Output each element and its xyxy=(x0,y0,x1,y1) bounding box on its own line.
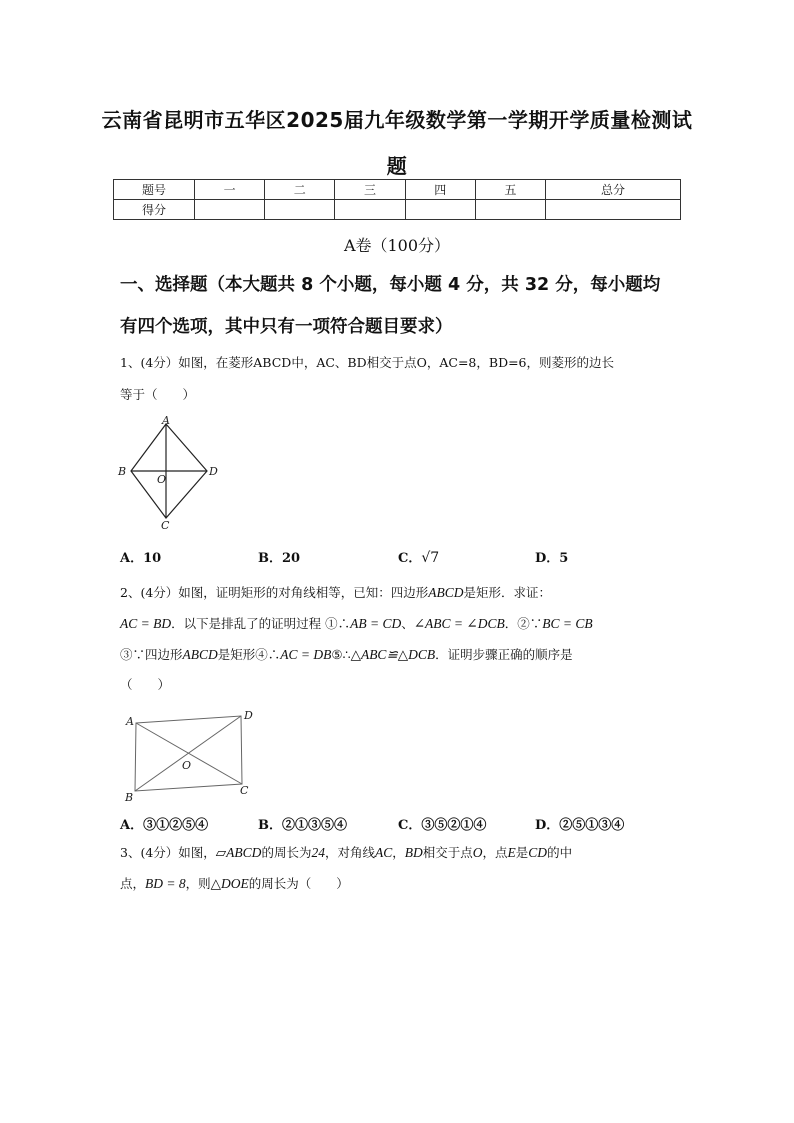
q3-text-line1 xyxy=(120,838,680,868)
document-title-line1: 云南省昆明市五华区2025届九年级数学第一学期开学质量检测试 xyxy=(101,108,693,132)
q3-math: CD xyxy=(528,845,548,860)
diagonal-bd xyxy=(135,716,241,791)
q3-math: BD = 8 xyxy=(145,876,186,891)
q2-rectangle-figure xyxy=(118,703,268,805)
q1-option-d[interactable]: D．5 xyxy=(535,551,569,566)
q3-text: ，则 xyxy=(185,876,211,891)
score-input-cell[interactable] xyxy=(405,200,475,220)
score-header-cell: 一 xyxy=(195,180,265,200)
score-input-cell[interactable] xyxy=(265,200,335,220)
score-header-cell: 五 xyxy=(475,180,545,200)
q2-math: AB = CD xyxy=(350,616,402,631)
q2-option-d[interactable]: D．②⑤①③④ xyxy=(535,818,625,833)
q3-text: 相交于点 xyxy=(422,845,473,860)
q3-text-line2 xyxy=(120,869,680,899)
q3-math: BD xyxy=(404,845,423,860)
q2-text: ⑤∴ xyxy=(331,647,351,662)
diagonal-ac xyxy=(136,723,242,784)
q1-option-c[interactable] xyxy=(398,547,439,566)
document-title-line2: 题 xyxy=(386,154,408,178)
q3-math: ▱ABCD xyxy=(215,845,262,860)
score-header-cell: 总分 xyxy=(546,180,681,200)
score-table xyxy=(113,179,681,220)
q3-text: ，对角线 xyxy=(324,845,375,860)
q2-math: AC = BD xyxy=(120,616,172,631)
q3-text: 的周长为（ ） xyxy=(248,876,349,891)
q1-option-b[interactable]: B．20 xyxy=(258,551,301,566)
q1-option-a[interactable]: A．10 xyxy=(120,551,162,566)
label-d: D xyxy=(209,465,218,478)
score-header-cell: 四 xyxy=(405,180,475,200)
q3-text: 是 xyxy=(515,845,529,860)
q2-text-line1 xyxy=(120,578,680,608)
q2-text-line3 xyxy=(120,640,680,670)
part1-heading-line2: 有四个选项，其中只有一项符合题目要求） xyxy=(120,317,453,337)
score-table-header-row xyxy=(114,180,681,200)
q3-math: E xyxy=(507,845,516,860)
q3-text: 的中 xyxy=(547,845,573,860)
q2-text-line4: （ ） xyxy=(120,677,171,692)
q3-math: AC xyxy=(374,845,393,860)
q3-text: ，点 xyxy=(482,845,508,860)
q2-text: 、 xyxy=(401,616,414,631)
q3-math: O xyxy=(472,845,483,860)
section-a-heading: A卷（100分） xyxy=(343,236,451,255)
q2-text: 是矩形④∴ xyxy=(217,647,281,662)
q2-option-c[interactable]: C．③⑤②①④ xyxy=(398,818,487,833)
score-table-score-row xyxy=(114,200,681,220)
q2-text: ．证明步骤正确的顺序是 xyxy=(435,647,573,662)
label-o: O xyxy=(182,759,192,772)
q1-text-line1: 1、(4分）如图，在菱形ABCD中，AC、BD相交于点O，AC=8，BD=6，则菱形的边长 xyxy=(120,355,615,370)
q2-math: △ABC≌△DCB xyxy=(350,647,436,662)
q2-math: AC = DB xyxy=(280,647,332,662)
q3-text: 3、(4分）如图， xyxy=(120,845,216,860)
q2-math: ABCD xyxy=(182,647,218,662)
score-input-cell[interactable] xyxy=(546,200,681,220)
label-a: A xyxy=(126,715,134,728)
q2-text-line2 xyxy=(120,609,680,639)
q2-math: BC = CB xyxy=(542,616,593,631)
q3-text: 的周长为 xyxy=(261,845,312,860)
q2-text: 2、(4分）如图，证明矩形的对角线相等，已知：四边形 xyxy=(120,585,429,600)
q2-option-b[interactable]: B．②①③⑤④ xyxy=(258,818,347,833)
q3-math: △DOE xyxy=(210,876,249,891)
label-b: B xyxy=(118,465,127,478)
label-d: D xyxy=(244,709,253,722)
score-header-cell: 三 xyxy=(335,180,405,200)
score-input-cell[interactable] xyxy=(335,200,405,220)
label-o: O xyxy=(157,473,167,486)
q2-text: ③∵四边形 xyxy=(120,647,183,662)
label-c: C xyxy=(161,519,170,532)
score-input-cell[interactable] xyxy=(475,200,545,220)
q1-rhombus-figure xyxy=(112,412,222,532)
q2-text: 是矩形．求证： xyxy=(463,585,552,600)
q2-math: ABCD xyxy=(428,585,464,600)
q1-text-line2: 等于（ ） xyxy=(120,387,196,402)
label-c: C xyxy=(240,784,249,797)
q1-option-c-math: √7 xyxy=(421,550,440,566)
score-row-label: 得分 xyxy=(114,200,195,220)
part1-heading-line1: 一、选择题（本大题共 8 个小题，每小题 4 分，共 32 分，每小题均 xyxy=(120,275,661,295)
q3-math: 24 xyxy=(311,845,325,860)
q1-option-c-label: C． xyxy=(398,551,422,566)
q2-math: ∠ABC = ∠DCB xyxy=(413,616,505,631)
label-a: A xyxy=(162,414,170,427)
label-b: B xyxy=(125,791,134,804)
score-header-cell: 二 xyxy=(265,180,335,200)
q3-text: 点， xyxy=(120,876,146,891)
q2-text: ．以下是排乱了的证明过程 ①∴ xyxy=(171,616,351,631)
score-input-cell[interactable] xyxy=(195,200,265,220)
q3-text: ， xyxy=(392,845,405,860)
q2-text: ．②∵ xyxy=(504,616,543,631)
q2-option-a[interactable]: A．③①②⑤④ xyxy=(120,818,209,833)
score-header-cell: 题号 xyxy=(114,180,195,200)
